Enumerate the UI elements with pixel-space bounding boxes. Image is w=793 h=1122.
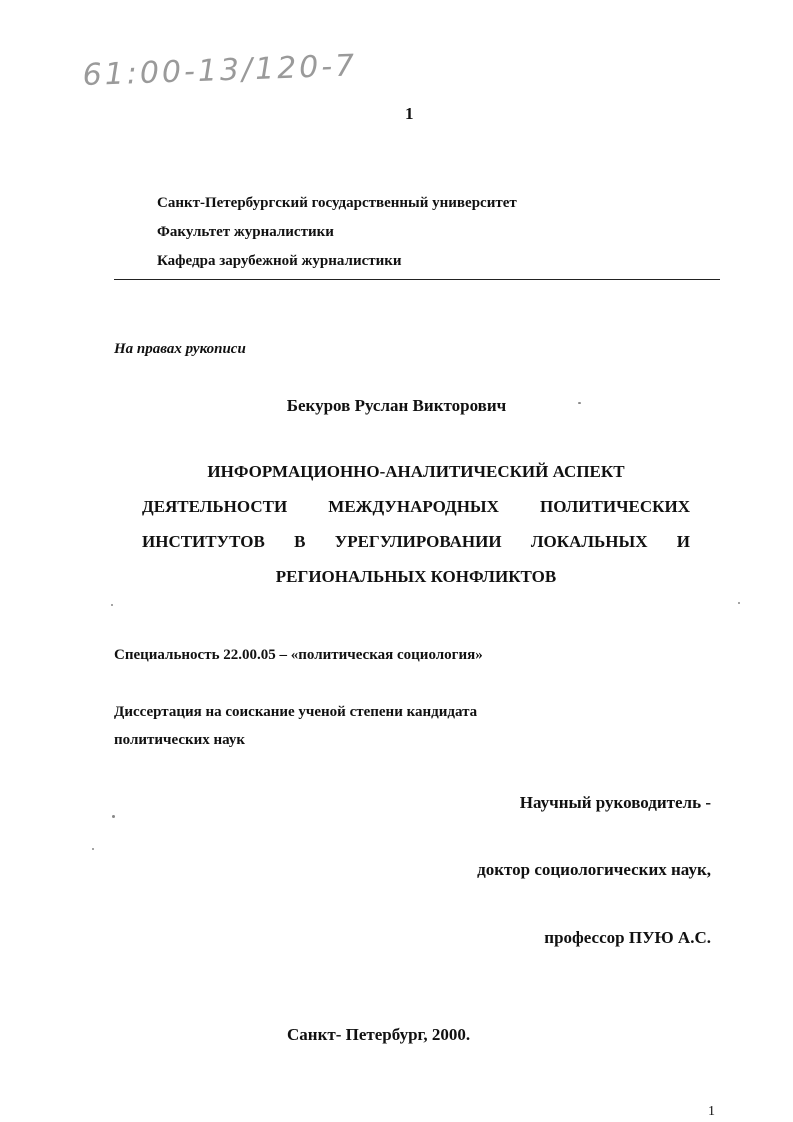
title-line: ИНФОРМАЦИОННО-АНАЛИТИЧЕСКИЙ АСПЕКТ <box>207 462 625 481</box>
supervisor-label: Научный руководитель - <box>519 793 711 812</box>
page-number-bottom: 1 <box>708 1104 715 1119</box>
header-divider <box>114 279 720 280</box>
dissertation-degree-line: Диссертация на соискание ученой степени кандидата <box>114 704 478 720</box>
manuscript-note: На правах рукописи <box>114 341 246 357</box>
page-number-top: 1 <box>405 104 414 123</box>
dissertation-degree-line: политических наук <box>114 732 246 748</box>
faculty-name: Факультет журналистики <box>157 224 334 240</box>
supervisor-name: профессор ПУЮ А.С. <box>544 928 711 947</box>
archive-code-handwritten: 61:00-13/120-7 <box>82 48 358 93</box>
scan-speck <box>738 602 740 604</box>
department-name: Кафедра зарубежной журналистики <box>157 253 402 269</box>
scan-speck <box>578 402 581 404</box>
city-year: Санкт- Петербург, 2000. <box>287 1025 471 1044</box>
supervisor-degree: доктор социологических наук, <box>477 860 711 879</box>
author-name: Бекуров Руслан Викторович <box>286 396 507 415</box>
title-line: ДЕЯТЕЛЬНОСТИ МЕЖДУНАРОДНЫХ ПОЛИТИЧЕСКИХ <box>142 497 690 516</box>
title-line: ИНСТИТУТОВ В УРЕГУЛИРОВАНИИ ЛОКАЛЬНЫХ И <box>142 532 690 551</box>
university-name: Санкт-Петербургский государственный университет <box>157 195 517 211</box>
specialty-line: Специальность 22.00.05 – «политическая социология» <box>114 647 483 663</box>
scan-speck <box>92 848 94 850</box>
scan-speck <box>112 815 115 818</box>
dissertation-title <box>142 454 690 594</box>
title-line: РЕГИОНАЛЬНЫХ КОНФЛИКТОВ <box>275 567 557 586</box>
scan-speck <box>111 604 113 606</box>
